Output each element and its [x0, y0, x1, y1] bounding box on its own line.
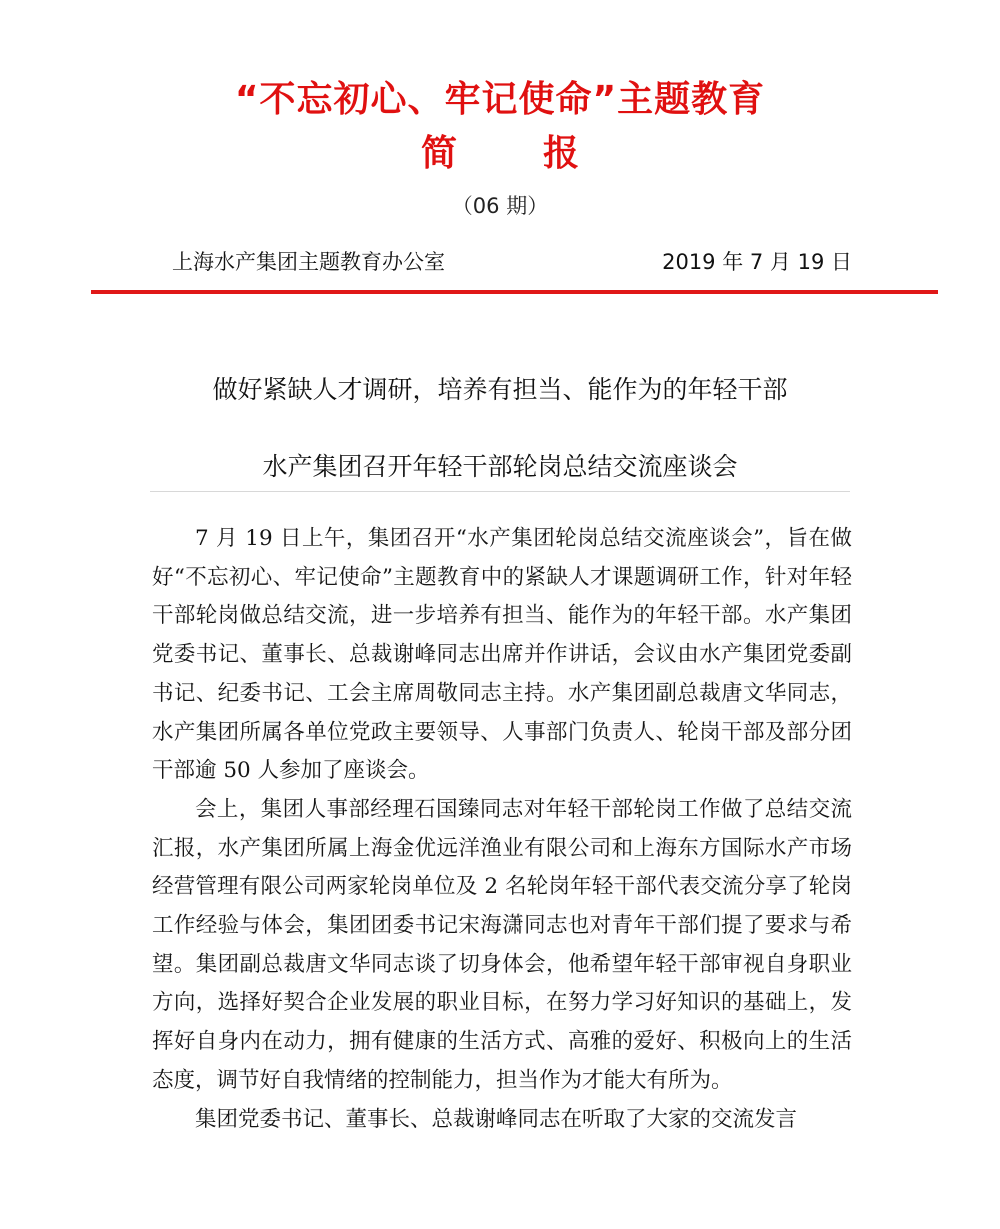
article-body	[152, 520, 852, 1139]
masthead-title: “不忘初心、牢记使命”主题教育	[234, 79, 766, 120]
article-paragraph: 会上，集团人事部经理石国臻同志对年轻干部轮岗工作做了总结交流汇报，水产集团所属上海金优远洋渔业有限公司和上海东方国际水产市场经营管理有限公司两家轮岗单位及 2 名轮岗年轻干部代表交流分享了轮岗工作经验与体会，集团团委书记宋海潇同志也对青年干部们提了要求与希望。集团副总裁唐文华同志谈了切身体会，他希望年轻干部审视自身职业方向，选择好契合企业发展的职业目标，在努力学习好知识的基础上，发挥好自身内在动力，拥有健康的生活方式、高雅的爱好、积极向上的生活态度，调节好自我情绪的控制能力，担当作为才能大有所为。	[152, 796, 852, 1093]
article-paragraph: 7 月 19 日上午，集团召开“水产集团轮岗总结交流座谈会”，旨在做好“不忘初心、牢记使命”主题教育中的紧缺人才课题调研工作，针对年轻干部轮岗做总结交流，进一步培养有担当、能作为的年轻干部。水产集团党委书记、董事长、总裁谢峰同志出席并作讲话，会议由水产集团党委副书记、纪委书记、工会主席周敬同志主持。水产集团副总裁唐文华同志，水产集团所属各单位党政主要领导、人事部门负责人、轮岗干部及部分团干部逾 50 人参加了座谈会。	[152, 526, 852, 784]
issuer: 上海水产集团主题教育办公室	[172, 250, 445, 274]
issue-number: （06 期）	[451, 194, 549, 218]
issue-date: 2019 年 7 月 19 日	[662, 250, 852, 274]
red-divider	[91, 290, 938, 294]
article-subheadline: 水产集团召开年轻干部轮岗总结交流座谈会	[262, 452, 738, 481]
meta-row	[172, 246, 852, 276]
headline-divider	[150, 491, 850, 492]
article-headline: 做好紧缺人才调研，培养有担当、能作为的年轻干部	[212, 375, 788, 404]
masthead-subtitle-right: 报	[543, 133, 580, 174]
article-paragraph: 集团党委书记、董事长、总裁谢峰同志在听取了大家的交流发言	[195, 1106, 798, 1132]
masthead-subtitle	[0, 130, 1000, 178]
masthead-subtitle-left: 简	[420, 133, 457, 174]
